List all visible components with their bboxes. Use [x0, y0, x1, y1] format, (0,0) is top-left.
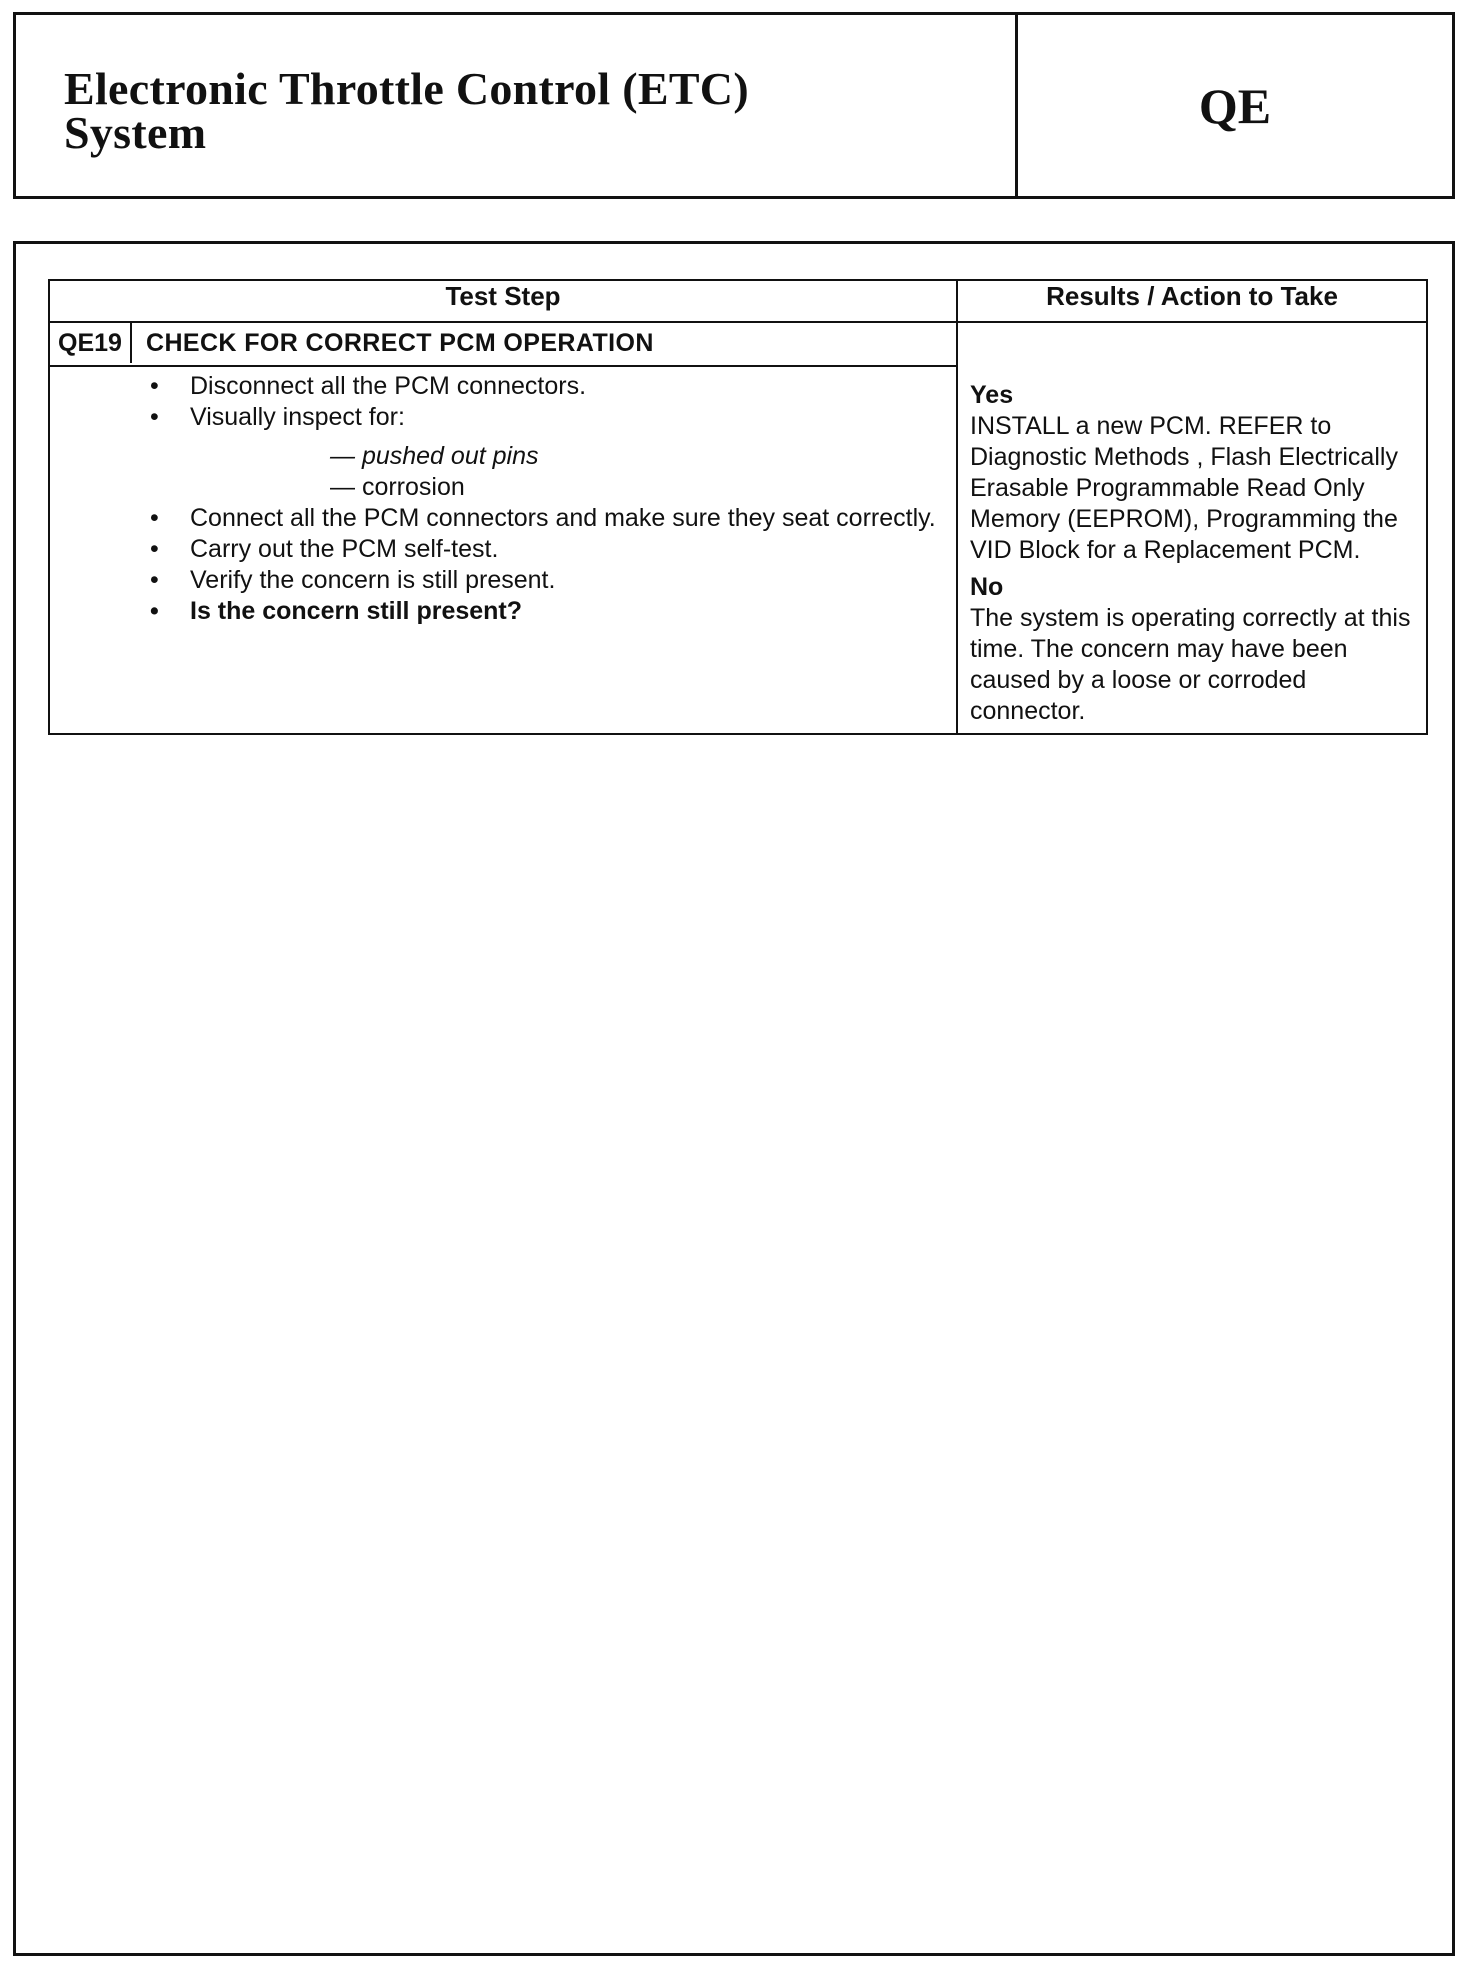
action-item: • Connect all the PCM connectors and make sure they seat correctly. [150, 504, 936, 532]
bullet-icon: • [150, 566, 159, 594]
bullet-icon: • [150, 403, 159, 431]
step-title: CHECK FOR CORRECT PCM OPERATION [146, 329, 654, 357]
action-list [50, 367, 956, 639]
page-header [13, 12, 1455, 199]
bullet-icon: • [150, 535, 159, 563]
page-title-line-2: System [64, 107, 207, 158]
step-heading [49, 322, 957, 366]
results-cell [957, 366, 1427, 734]
result-yes-label: Yes [970, 381, 1014, 409]
column-header-results: Results / Action to Take [957, 280, 1427, 322]
action-item: • Verify the concern is still present. [150, 566, 556, 594]
column-header-test-step: Test Step [49, 280, 957, 322]
test-step-table [48, 279, 1428, 735]
page-title [64, 63, 749, 158]
sub-item: — pushed out pins [330, 442, 539, 470]
sub-item: — corrosion [330, 473, 465, 501]
bullet-icon: • [150, 504, 159, 532]
step-id: QE19 [50, 323, 132, 363]
page-title-line-1: Electronic Throttle Control (ETC) [64, 63, 749, 114]
section-code: QE [1198, 77, 1272, 134]
step-actions-cell [49, 366, 957, 734]
action-item: • Visually inspect for: — pushed out pins — corrosion [50, 402, 956, 503]
action-item-question: • Is the concern still present? [150, 597, 523, 625]
action-item: • Disconnect all the PCM connectors. [150, 372, 587, 400]
result-yes-text: INSTALL a new PCM. REFER to Diagnostic Methods , Flash Electrically Erasable Programmable Read Only Memory (EEPROM), Programming the VID Block for a Replacement PCM. [970, 412, 1398, 564]
content-frame [13, 241, 1455, 1956]
result-heading-empty [957, 322, 1427, 366]
result-no-label: No [970, 573, 1004, 601]
header-title-cell [16, 15, 1018, 196]
action-item: • Carry out the PCM self-test. [150, 535, 499, 563]
result-no-text: The system is operating correctly at this time. The concern may have been caused by a loose or corroded connector. [970, 604, 1411, 725]
bullet-icon: • [150, 372, 159, 400]
bullet-icon: • [150, 597, 159, 625]
inspection-sublist [190, 441, 956, 503]
